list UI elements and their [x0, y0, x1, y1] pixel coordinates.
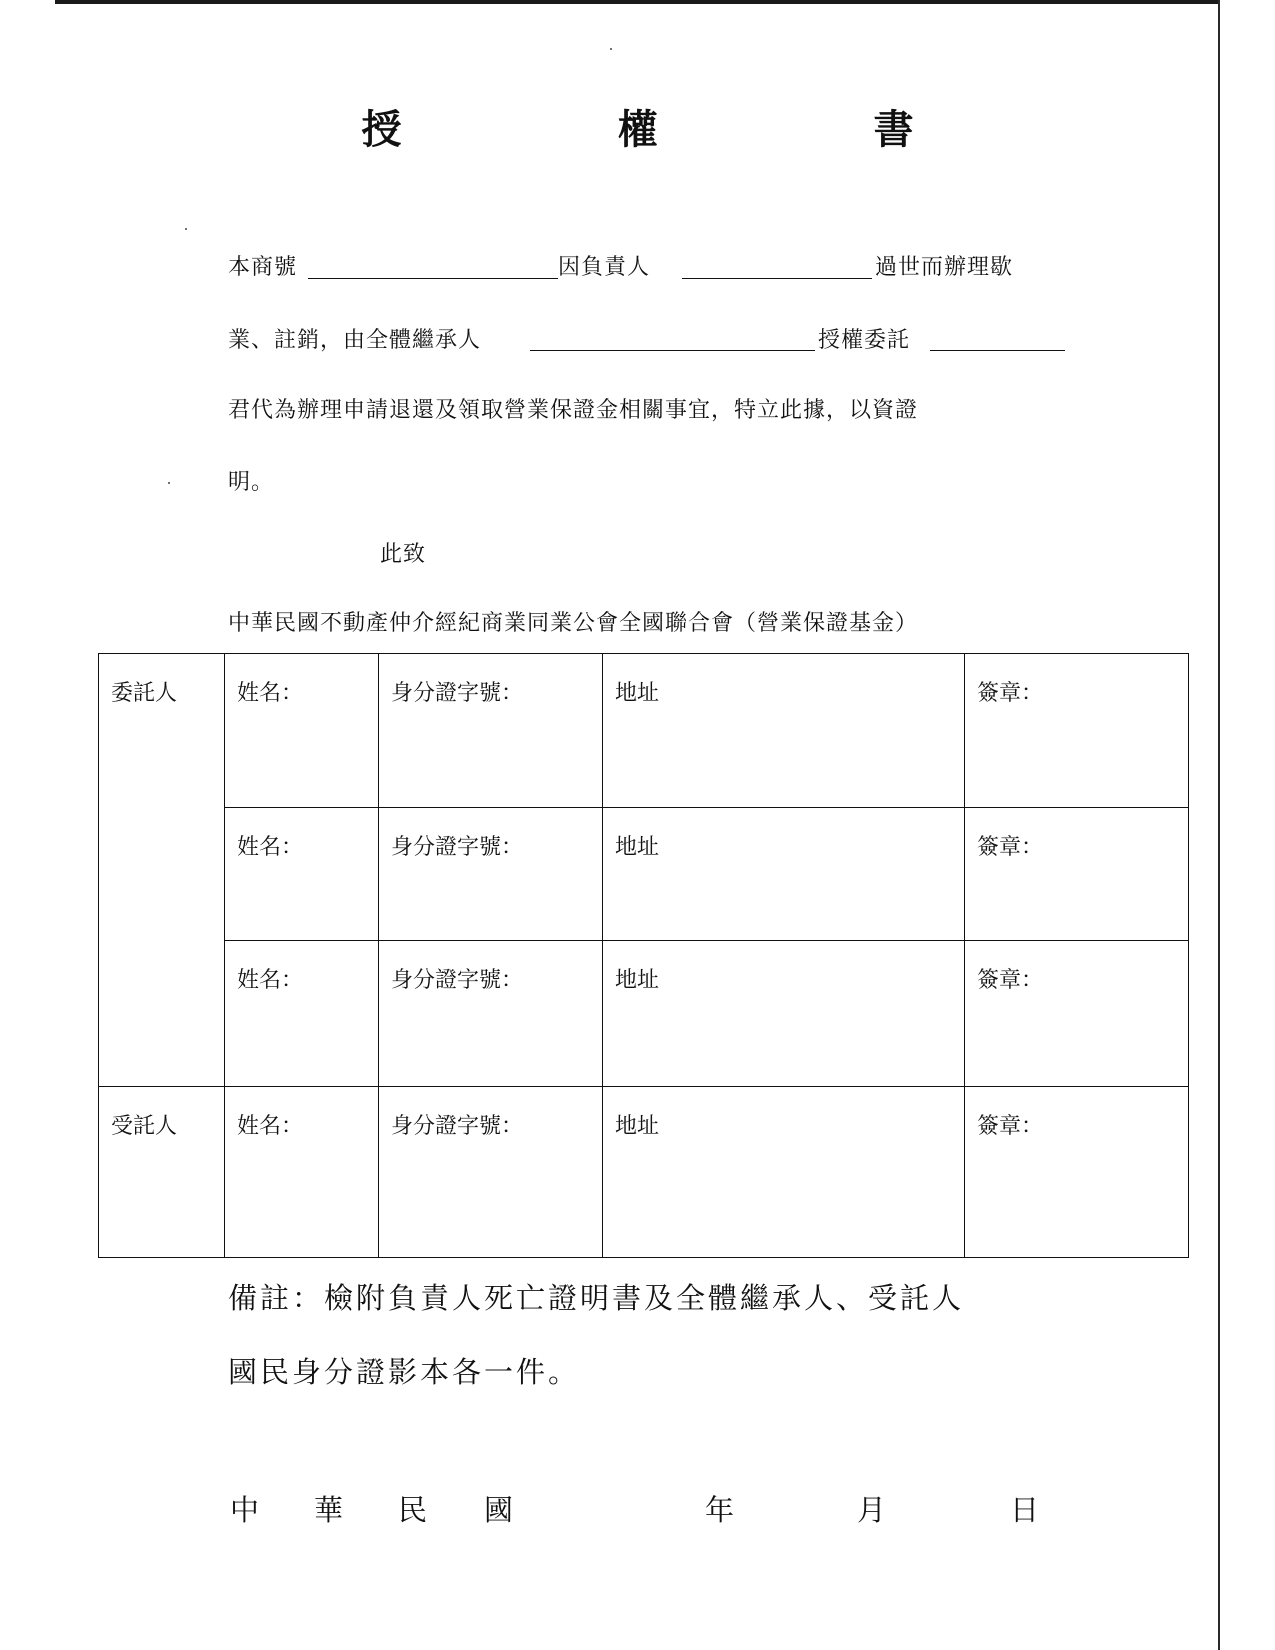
date-era-char: 國 [484, 1493, 514, 1527]
note-line2: 國民身分證影本各一件。 [228, 1355, 581, 1389]
id-number-field[interactable]: 身分證字號： [379, 807, 603, 941]
signature-table [98, 653, 1189, 1258]
responsible-person-blank[interactable] [682, 278, 872, 279]
note-line1: 備註：檢附負責人死亡證明書及全體繼承人、受託人 [228, 1281, 965, 1315]
document-title: 授 權 書 [361, 106, 1002, 153]
name-field[interactable]: 姓名： [225, 654, 379, 808]
date-year-label: 年 [705, 1493, 735, 1527]
body-line2-prefix: 業、註銷，由全體繼承人 [228, 328, 482, 353]
table-row [99, 941, 1189, 1087]
salutation: 此致 [380, 542, 427, 567]
body-line2-middle: 授權委託 [818, 328, 911, 353]
address-field[interactable]: 地址 [603, 654, 965, 808]
signature-field[interactable]: 簽章： [965, 654, 1189, 808]
scan-right-border [1218, 0, 1220, 1650]
id-number-field[interactable]: 身分證字號： [379, 941, 603, 1087]
scan-speck [610, 48, 612, 50]
scan-speck [168, 482, 170, 484]
body-line1-suffix: 過世而辦理歇 [875, 255, 1014, 280]
scan-speck [185, 228, 187, 230]
date-era-char: 中 [230, 1493, 260, 1527]
role-label-delegator: 委託人 [99, 654, 225, 808]
role-label-spacer [99, 941, 225, 1087]
signature-field[interactable]: 簽章： [965, 941, 1189, 1087]
address-field[interactable]: 地址 [603, 941, 965, 1087]
id-number-field[interactable]: 身分證字號： [379, 654, 603, 808]
body-line1-middle: 因負責人 [558, 255, 651, 280]
date-day-label: 日 [1010, 1493, 1040, 1527]
table-row [99, 807, 1189, 941]
role-label-spacer [99, 807, 225, 941]
scan-top-border [55, 0, 1220, 4]
signature-field[interactable]: 簽章： [965, 807, 1189, 941]
table-row [99, 1087, 1189, 1258]
name-field[interactable]: 姓名： [225, 941, 379, 1087]
body-line1-prefix: 本商號 [228, 255, 298, 280]
id-number-field[interactable]: 身分證字號： [379, 1087, 603, 1258]
name-field[interactable]: 姓名： [225, 807, 379, 941]
date-month-label: 月 [857, 1493, 887, 1527]
date-era-char: 民 [398, 1493, 428, 1527]
body-line4: 明。 [228, 470, 275, 495]
company-name-blank[interactable] [308, 278, 558, 279]
address-field[interactable]: 地址 [603, 1087, 965, 1258]
recipient: 中華民國不動產仲介經紀商業同業公會全國聯合會（營業保證基金） [228, 611, 919, 636]
signature-field[interactable]: 簽章： [965, 1087, 1189, 1258]
body-line3: 君代為辦理申請退還及領取營業保證金相關事宜，特立此據，以資證 [228, 398, 919, 423]
date-era-char: 華 [314, 1493, 344, 1527]
heirs-blank[interactable] [530, 350, 815, 351]
name-field[interactable]: 姓名： [225, 1087, 379, 1258]
table-row [99, 654, 1189, 808]
role-label-delegatee: 受託人 [99, 1087, 225, 1258]
delegatee-blank[interactable] [930, 350, 1065, 351]
address-field[interactable]: 地址 [603, 807, 965, 941]
